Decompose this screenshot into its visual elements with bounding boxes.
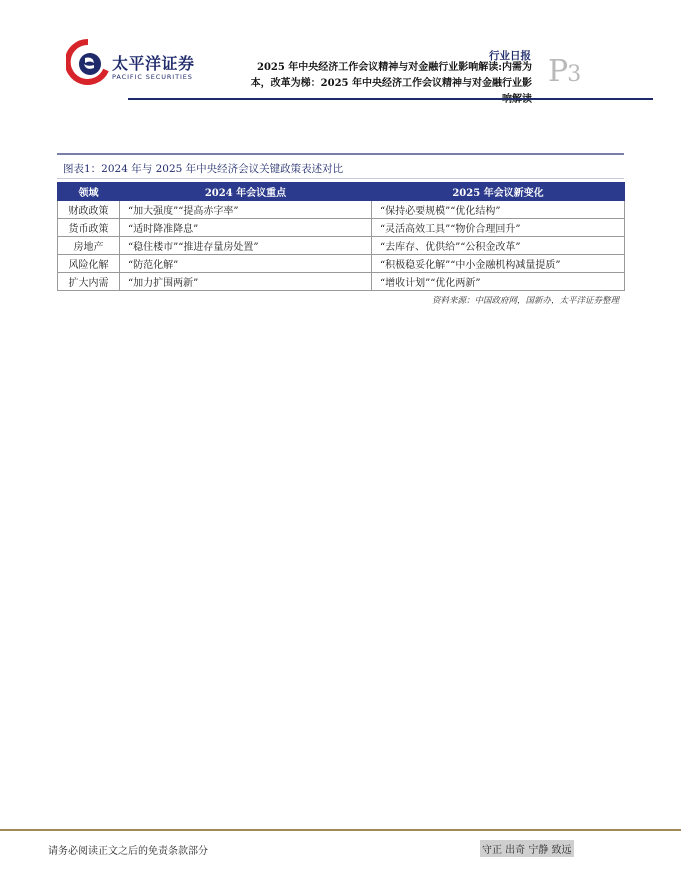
page-number-value: 3 — [567, 62, 581, 87]
row-2025: “灵活高效工具”“物价合理回升” — [372, 219, 625, 237]
row-2024: “适时降准降息” — [120, 219, 372, 237]
row-area: 货币政策 — [58, 219, 120, 237]
report-title-line1: 2025 年中央经济工作会议精神与对金融行业影响解读:内需为 — [256, 62, 532, 73]
report-title-line2: 本，改革为梯：2025 年中央经济工作会议精神与对金融行业影 — [250, 78, 532, 89]
row-2024: “加力扩围两新” — [120, 273, 372, 291]
pacific-securities-logo-icon — [66, 38, 110, 90]
column-header-2024: 2024 年会议重点 — [120, 183, 372, 201]
figure-top-rule — [57, 153, 624, 155]
column-header-area: 领域 — [58, 183, 120, 201]
report-type: 行业日报 — [489, 50, 531, 62]
row-area: 房地产 — [58, 237, 120, 255]
row-2025: “去库存、优供给”“公积金改革” — [372, 237, 625, 255]
row-2025: “增收计划”“优化两新” — [372, 273, 625, 291]
header-divider — [128, 98, 653, 100]
row-area: 财政政策 — [58, 201, 120, 219]
footer-disclaimer: 请务必阅读正文之后的免责条款部分 — [48, 846, 208, 857]
footer-divider — [0, 829, 681, 831]
figure-source: 资料来源：中国政府网，国新办，太平洋证券整理 — [431, 296, 619, 306]
table-row — [58, 237, 625, 255]
company-logo — [66, 38, 206, 90]
table-row — [58, 273, 625, 291]
row-2024: “加大强度”“提高赤字率” — [120, 201, 372, 219]
report-title-line3 — [210, 92, 532, 108]
logo-name-en: PACIFIC SECURITIES — [112, 73, 193, 81]
row-2025: “保持必要规模”“优化结构” — [372, 201, 625, 219]
row-2025: “积极稳妥化解”“中小金融机构减量提质” — [372, 255, 625, 273]
report-title — [210, 60, 532, 108]
table-row — [58, 219, 625, 237]
figure-title-rule — [57, 178, 624, 179]
logo-name-cn: 太平洋证券 — [112, 54, 195, 73]
footer-motto: 守正 出奇 宁静 致远 — [480, 840, 574, 857]
row-area: 扩大内需 — [58, 273, 120, 291]
table-row — [58, 201, 625, 219]
figure-title: 图表1：2024 年与 2025 年中央经济会议关键政策表述对比 — [63, 163, 344, 175]
policy-comparison-table — [57, 182, 625, 291]
page-number — [548, 54, 580, 89]
row-2024: “防范化解” — [120, 255, 372, 273]
page-prefix: P — [548, 54, 568, 89]
row-area: 风险化解 — [58, 255, 120, 273]
table-row — [58, 255, 625, 273]
column-header-2025: 2025 年会议新变化 — [372, 183, 625, 201]
row-2024: “稳住楼市”“推进存量房处置” — [120, 237, 372, 255]
table-header-row — [58, 183, 625, 201]
